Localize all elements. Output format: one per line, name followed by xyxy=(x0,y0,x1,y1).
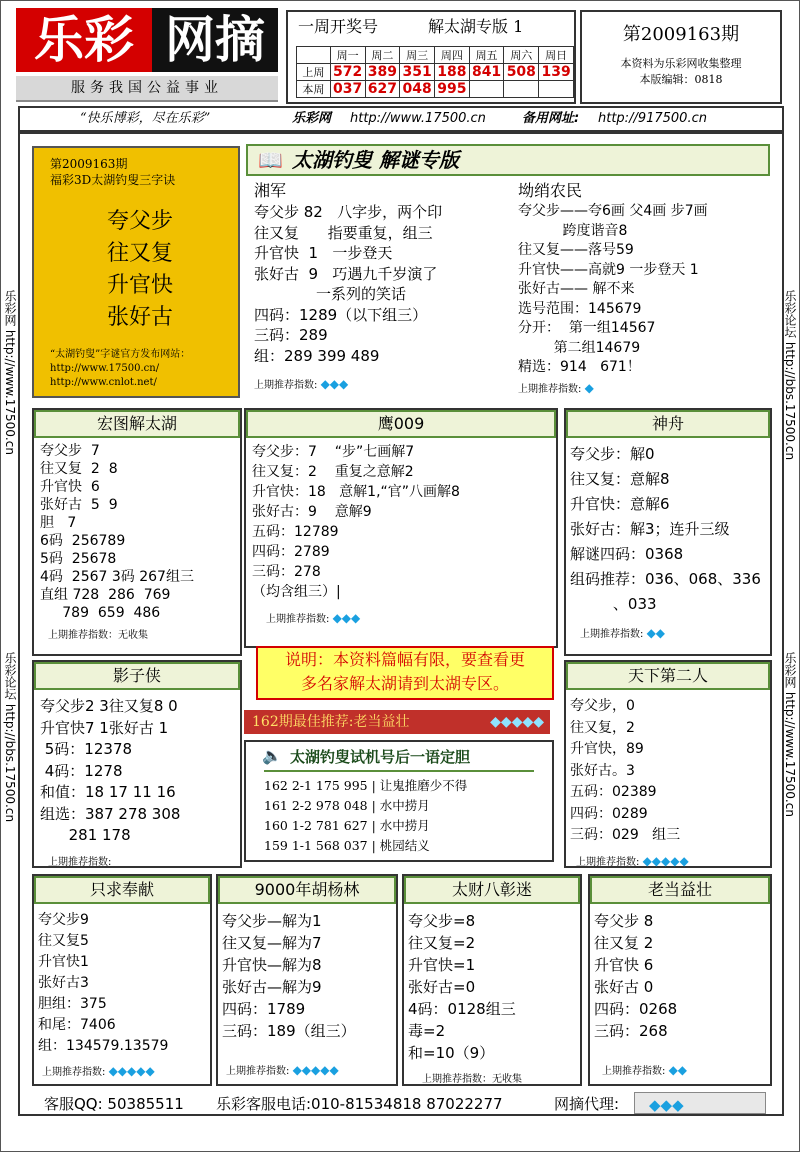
panel-line: 夸父步9 xyxy=(38,912,89,928)
panel-line: 一系列的笑话 xyxy=(254,285,406,303)
panel-line: 夸父步 8 xyxy=(594,912,654,930)
panel-line: 4码：1278 xyxy=(40,761,123,780)
draw-number: 508 xyxy=(504,64,539,81)
panel-line: 夸父步：7 “步”七画解7 xyxy=(252,444,415,460)
diamond-icon: ◆◆◆◆◆ xyxy=(490,714,544,730)
edition-title: 解太湖专版 1 xyxy=(428,17,524,36)
trial-header xyxy=(264,742,534,772)
panel-line: 张好古 5 9 xyxy=(40,497,118,513)
draw-number: 627 xyxy=(365,81,400,98)
panel-line: 胆组：375 xyxy=(38,996,107,1012)
diamond-icon: ◆◆◆◆◆ xyxy=(108,1064,155,1078)
panel-line: 789 659 486 xyxy=(40,605,161,621)
draw-number: 188 xyxy=(434,64,469,81)
panel-line: 张好古=0 xyxy=(408,978,476,996)
panel-line: 升官快—解为8 xyxy=(222,956,322,974)
trial-rows xyxy=(246,772,552,860)
draw-number: 572 xyxy=(330,64,365,81)
panel-lines xyxy=(404,904,580,1070)
issue-number: 第2009163期 xyxy=(622,24,740,45)
panel-title: 鹰009 xyxy=(246,410,556,438)
panel-title: 太财八彰迷 xyxy=(404,876,580,904)
panel-title: 天下第二人 xyxy=(566,662,770,690)
panel-line: 组码推荐：036、068、336 xyxy=(570,570,761,588)
diamond-icon: ◆◆ xyxy=(668,1063,688,1077)
panel-line: 和值：18 17 11 16 xyxy=(40,783,176,801)
panel-line: 升官快=1 xyxy=(408,956,476,974)
panel-title: 宏图解太湖 xyxy=(34,410,240,438)
rating-row: 上期推荐指数: ◆◆◆ xyxy=(254,377,349,391)
panel-lines xyxy=(34,438,240,626)
day-header: 周一 xyxy=(330,47,365,64)
day-header: 周五 xyxy=(469,47,504,64)
issue-info xyxy=(582,56,780,88)
panel-lines xyxy=(34,690,240,853)
side-text-right-bottom: 乐彩网 http://www.17500.cn xyxy=(783,652,797,817)
panel-line: 往又复——落号59 xyxy=(518,242,634,258)
panel-lines xyxy=(34,904,210,1063)
huyanglin-panel xyxy=(216,874,398,1086)
panel-line: 6码 256789 xyxy=(40,533,126,549)
logo xyxy=(16,8,278,72)
zhiqiu-panel xyxy=(32,874,212,1086)
trial-row: 162 2-1 175 995 | 让鬼推磨少不得 xyxy=(264,778,468,793)
draw-table xyxy=(296,46,574,98)
panel-line: 三码：278 xyxy=(252,564,321,580)
panel-line: 张好古。3 xyxy=(570,762,635,779)
panel-line: 升官快1 xyxy=(38,954,89,970)
panel-line: 五码：02389 xyxy=(570,784,657,800)
panel-line: 281 178 xyxy=(40,826,131,844)
diamond-icon: ◆◆◆ xyxy=(649,1096,684,1114)
panel-line: 张好古3 xyxy=(38,975,89,991)
draw-number: 048 xyxy=(400,81,435,98)
day-header: 周三 xyxy=(400,47,435,64)
panel-line: 四码：0268 xyxy=(594,1000,678,1018)
panel-line: 升官快7 1张好古 1 xyxy=(40,718,169,737)
rating-row: 上期推荐指数：无收集 xyxy=(48,630,148,641)
day-header: 周四 xyxy=(434,47,469,64)
panel-lines xyxy=(218,904,396,1048)
diamond-icon: ◆◆ xyxy=(646,626,666,640)
panel-line: 四码：1789 xyxy=(222,1000,306,1018)
panel-line: 四码：0289 xyxy=(570,805,648,822)
draw-number xyxy=(504,81,539,98)
rating-row: 上期推荐指数: ◆◆ xyxy=(580,626,666,640)
panel-line: 张好古：解3；连升三级 xyxy=(570,520,730,538)
nongmin-section xyxy=(518,180,774,400)
banner xyxy=(246,144,770,176)
rating-row: 上期推荐指数: ◆◆◆◆◆ xyxy=(576,853,689,868)
last-week-label: 上周 xyxy=(297,64,331,81)
rating-row: 上期推荐指数：无收集 xyxy=(422,1074,522,1085)
rating-row: 上期推荐指数: xyxy=(48,856,112,868)
panel-line: 5码：12378 xyxy=(40,740,133,758)
this-week-label: 本周 xyxy=(297,81,331,98)
panel-line: 升官快：18 意解1,“官”八画解8 xyxy=(252,484,460,500)
panel-line: 4码 2567 3码 267组三 xyxy=(40,569,194,585)
trial-row: 160 1-2 781 627 | 水中捞月 xyxy=(264,818,430,833)
backup-label: 备用网址: xyxy=(522,111,580,126)
panel-line: 升官快 1 一步登天 xyxy=(254,244,393,262)
riddle-line: 往又复 xyxy=(106,241,173,266)
panel-line: 往又复 2 8 xyxy=(40,461,118,477)
backup-url[interactable]: http://917500.cn xyxy=(598,111,707,126)
panel-line: 夸父步，0 xyxy=(570,698,635,714)
diamond-icon: ◆◆◆ xyxy=(332,611,361,625)
panel-line: 往又复=2 xyxy=(408,934,476,952)
customer-qq: 客服QQ: 50385511 xyxy=(44,1095,184,1113)
panel-line: 往又复，2 xyxy=(570,719,635,736)
panel-line: 夸父步=8 xyxy=(408,912,476,930)
panel-line: 升官快：意解6 xyxy=(570,495,670,513)
panel-line: （均含组三）| xyxy=(252,584,341,600)
author-name: 坳绡农民 xyxy=(518,181,583,200)
panel-line: 往又复 2 xyxy=(594,934,654,952)
riddle-line: 张好古 xyxy=(106,305,173,330)
agent-label: 网摘代理: xyxy=(554,1095,620,1113)
rating-row: 上期推荐指数: ◆◆ xyxy=(602,1063,688,1077)
best-label: 162期最佳推荐:老当益壮 xyxy=(252,714,410,730)
panel-line: 三码：289 xyxy=(254,326,328,344)
editor-note: 本版编辑：0818 xyxy=(639,73,723,86)
panel-line: 夸父步——夸6画 父4画 步7画 xyxy=(518,203,708,219)
weekly-draw-box xyxy=(286,10,576,104)
diamond-icon: ◆ xyxy=(584,380,594,395)
panel-lines xyxy=(590,904,770,1048)
taicai-panel xyxy=(402,874,582,1086)
panel-line: 分开： 第一组14567 xyxy=(518,320,656,336)
trial-row: 161 2-2 978 048 | 水中捞月 xyxy=(264,798,430,813)
panel-line: 组选：387 278 308 xyxy=(40,804,181,823)
diamond-icon: ◆◆◆◆◆ xyxy=(642,853,689,868)
panel-line: 三码：189（组三） xyxy=(222,1022,356,1040)
source-note: 本资料为乐彩网收集整理 xyxy=(620,57,742,70)
rating-row: 上期推荐指数: ◆ xyxy=(518,380,594,395)
side-text-left-top: 乐彩网 http://www.17500.cn xyxy=(3,290,17,455)
panel-line: 张好古 0 xyxy=(594,978,654,996)
agent-rating xyxy=(634,1092,766,1114)
panel-title: 只求奉献 xyxy=(34,876,210,904)
panel-line: 往又复—解为7 xyxy=(222,934,322,952)
riddle-line: 夸父步 xyxy=(106,209,173,234)
panel-lines xyxy=(566,690,770,853)
draw-number: 841 xyxy=(469,64,504,81)
draw-number xyxy=(469,81,504,98)
panel-line: 4码：0128组三 xyxy=(408,1000,516,1018)
weekly-draw-title xyxy=(288,12,574,42)
draw-number: 389 xyxy=(365,64,400,81)
banner-title: 太湖钓叟 解谜专版 xyxy=(292,148,459,172)
panel-line: 跨度谐音8 xyxy=(518,222,628,239)
author-name: 湘军 xyxy=(254,181,287,200)
diamond-icon: ◆◆◆◆◆ xyxy=(292,1063,339,1077)
panel-line: 组：134579.13579 xyxy=(38,1038,169,1054)
yingzixia-panel xyxy=(32,660,242,868)
trial-title: 太湖钓叟试机号后一语定胆 xyxy=(290,748,471,766)
diamond-icon: ◆◆◆ xyxy=(320,377,349,391)
panel-line: 升官快 6 xyxy=(594,956,654,974)
panel-line: 解谜四码：0368 xyxy=(570,545,684,563)
panel-line: 毒=2 xyxy=(408,1022,446,1040)
panel-line: 张好古：9 意解9 xyxy=(252,504,372,520)
draw-number: 351 xyxy=(400,64,435,81)
panel-line: 精选：914 671！ xyxy=(518,359,641,375)
trial-row: 159 1-1 568 037 | 桃园结义 xyxy=(264,838,430,853)
panel-line: 、033 xyxy=(570,595,657,613)
logo-right: 网摘 xyxy=(152,8,278,72)
panel-line: 升官快 6 xyxy=(40,479,100,495)
customer-phone: 乐彩客服电话:010-81534818 87022277 xyxy=(216,1095,503,1113)
panel-line: 组：289 399 489 xyxy=(254,346,380,365)
hongtu-panel xyxy=(32,408,242,656)
day-header: 周二 xyxy=(365,47,400,64)
panel-line: 胆 7 xyxy=(40,515,77,531)
panel-title: 9000年胡杨林 xyxy=(218,876,396,904)
book-icon: 📖 xyxy=(258,148,283,172)
day-header: 周日 xyxy=(539,47,574,64)
side-text-right-top: 乐彩论坛 http://bbs.17500.cn xyxy=(783,290,797,461)
panel-line: 升官快，89 xyxy=(570,741,644,757)
panel-line: 往又复 指要重复，组三 xyxy=(254,223,433,242)
panel-line: 三码：268 xyxy=(594,1022,668,1040)
xiangjun-lines xyxy=(254,202,514,366)
shenzhou-panel xyxy=(564,408,772,656)
panel-line: 四码：2789 xyxy=(252,544,330,560)
panel-lines xyxy=(246,438,556,606)
panel-title: 老当益壮 xyxy=(590,876,770,904)
panel-line: 五码：12789 xyxy=(252,524,339,540)
panel-line: 和=10（9） xyxy=(408,1044,495,1062)
riddle-box xyxy=(32,146,240,398)
laodang-panel xyxy=(588,874,772,1086)
panel-line: 张好古—解为9 xyxy=(222,978,322,996)
panel-line: 四码：1289（以下组三） xyxy=(254,305,428,324)
issue-box xyxy=(580,10,782,104)
draw-number xyxy=(539,81,574,98)
panel-line: 夸父步2 3往又复8 0 xyxy=(40,697,178,715)
panel-line: 第二组14679 xyxy=(518,339,641,356)
panel-line: 夸父步：解0 xyxy=(570,445,655,463)
panel-lines xyxy=(566,438,770,621)
side-text-left-bottom: 乐彩论坛 http://bbs.17500.cn xyxy=(3,652,17,823)
panel-line: 夸父步 7 xyxy=(40,443,100,459)
panel-line: 往又复：意解8 xyxy=(570,470,670,488)
url-bar xyxy=(18,106,784,132)
panel-title: 神舟 xyxy=(566,410,770,438)
speaker-icon: 🔈 xyxy=(262,746,282,765)
draw-number: 139 xyxy=(539,64,574,81)
trial-panel xyxy=(244,740,554,862)
footer-bar xyxy=(30,1092,768,1116)
best-recommendation-bar xyxy=(244,710,550,734)
rating-row: 上期推荐指数: ◆◆◆ xyxy=(266,611,361,625)
motto: “快乐博彩，尽在乐彩” xyxy=(80,111,211,126)
notice-box: 说明：本资料篇幅有限，要查看更 多名家解太湖请到太湖专区。 xyxy=(256,646,554,700)
riddle-footnote: “太湖钓叟”字谜官方发布网站： http://www.17500.cn/ http://www.cnlot.net/ xyxy=(50,349,191,388)
draw-number: 995 xyxy=(434,81,469,98)
ying009-panel xyxy=(244,408,558,648)
nongmin-lines xyxy=(518,202,774,378)
panel-line: 往又复：2 重复之意解2 xyxy=(252,464,414,480)
panel-line: 张好古—— 解不来 xyxy=(518,281,635,297)
riddle-issue: 第2009163期 福彩3D太湖钓叟三字诀 xyxy=(50,157,176,187)
panel-line: 和尾：7406 xyxy=(38,1017,116,1033)
riddle-line: 升官快 xyxy=(106,273,173,298)
panel-line: 选号范围：145679 xyxy=(518,300,642,317)
rating-row: 上期推荐指数: ◆◆◆◆◆ xyxy=(226,1063,339,1077)
panel-line: 夸父步 82 八字步，两个印 xyxy=(254,203,443,221)
panel-line: 直组 728 286 769 xyxy=(40,587,171,603)
site-url[interactable]: http://www.17500.cn xyxy=(350,111,486,126)
panel-title: 影子侠 xyxy=(34,662,240,690)
panel-line: 往又复5 xyxy=(38,933,89,949)
logo-left: 乐彩 xyxy=(34,10,134,69)
panel-line: 5码 25678 xyxy=(40,551,117,567)
panel-line: 升官快——高就9 一步登天 1 xyxy=(518,261,699,278)
site-label: 乐彩网 xyxy=(292,111,332,126)
day-header: 周六 xyxy=(504,47,539,64)
rating-row: 上期推荐指数: ◆◆◆◆◆ xyxy=(42,1064,155,1078)
slogan: 服务我国公益事业 xyxy=(16,76,278,102)
tianxia-panel xyxy=(564,660,772,868)
draw-number: 037 xyxy=(330,81,365,98)
panel-line: 三码：029 组三 xyxy=(570,827,681,843)
week-title: 一周开奖号 xyxy=(298,17,379,36)
xiangjun-section xyxy=(254,180,514,400)
panel-line: 夸父步—解为1 xyxy=(222,912,322,930)
panel-line: 张好古 9 巧遇九千岁演了 xyxy=(254,264,438,283)
